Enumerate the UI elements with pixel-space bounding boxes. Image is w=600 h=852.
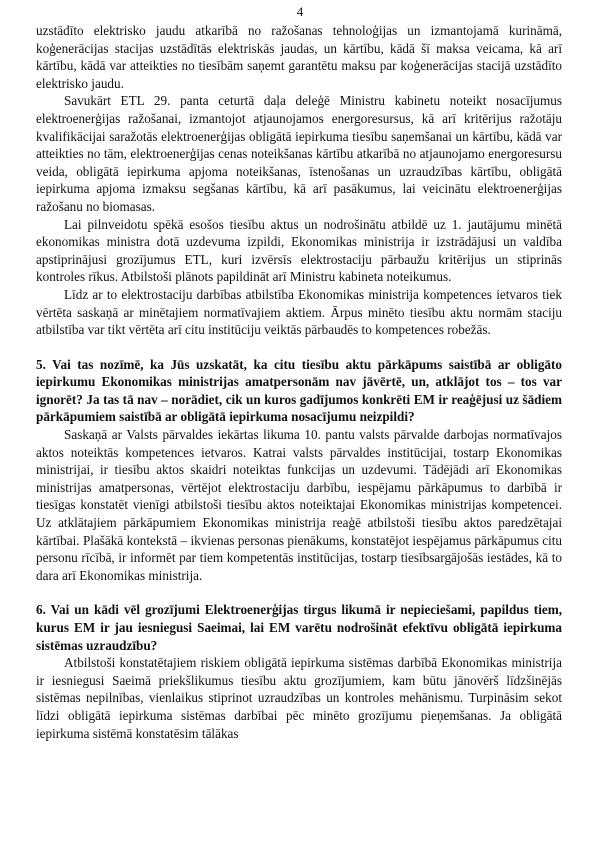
spacer — [36, 339, 562, 356]
paragraph-amendments: Lai pilnveidotu spēkā esošos tiesību aktus un nodrošinātu atbildē uz 1. jautājumu minētā ekonomikas ministra dotā uzdevuma izpildi, Ekonomikas ministrija ir izstrādājusi un valdība apstiprinājusi grozījumus ETL, kuri izvērsīs elektrostaciju pārbaužu kritērijus un stiprinās kontroles rīkus. Atbilstoši plānots papildināt arī Ministru kabineta noteikumus. — [36, 216, 562, 285]
answer-5: Saskaņā ar Valsts pārvaldes iekārtas likuma 10. pantu valsts pārvalde darbojas normatīvajos aktos noteiktās kompetences ietvaros. Katrai valsts pārvaldes institūcijai, tostarp Ekonomikas ministrijai, ir tiesību aktos skaidri noteiktas funkcijas un uzdevumi. Tādējādi arī Ekonomikas ministrijas amatpersonas, vērtējot elektrostaciju darbību, iespējamu pārkāpumus to darbībā ir tiesīgas konstatēt vienīgi atbilstoši tiesību aktos noteiktajai Ekonomikas ministrijas kompetencei. Uz atklātajiem pārkāpumiem Ekonomikas ministrija reaģē atbilstoši tiesību aktos paredzētajai kārtībai. Plašākā kontekstā – ikvienas personas pienākums, konstatējot iespējamus pārkāpumus citu personu rīcībā, ir informēt par tiem kompetentās institūcijas, tostarp tiesībsargājošās iestādes, kā to dara arī Ekonomikas ministrija. — [36, 427, 562, 583]
answer-6: Atbilstoši konstatētajiem riskiem obligātā iepirkuma sistēmas darbībā Ekonomikas ministrija ir iesniegusi Saeimā priekšlikumus tiesību aktu grozījumiem, kam būtu jānovērš līdzšinējās sistēmas nepilnības, vienlaikus stiprinot uzraudzības un kontroles mehānismu. Turpināsim sekot līdzi obligātā iepirkuma sistēmas darbībai pēc minēto grozījumu pieņemšanas. Ja obligātā iepirkuma sistēmā konstatēsim tālākas — [36, 655, 562, 741]
document-body — [36, 22, 562, 742]
paragraph-continuation: uzstādīto elektrisko jaudu atkarībā no ražošanas tehnoloģijas un izmantojamā kurināmā, koģenerācijas stacijas uzstādītās elektriskās jaudas, un kārtību, kādā šī maksa veicama, kā arī kārtību, kādā var atteikties no tiesībām saņemt garantētu maksu par koģenerācijas stacijā uzstādīto elektrisko jaudu. — [36, 23, 562, 91]
spacer — [36, 584, 562, 601]
question-5: 5. Vai tas nozīmē, ka Jūs uzskatāt, ka citu tiesību aktu pārkāpums saistībā ar obligāto iepirkumu Ekonomikas ministrijas amatpersonām nav jāvērtē, un, atklājot tos – tos var ignorēt? Ja tas tā nav – norādiet, cik un kuros gadījumos konkrēti EM ir reaģējusi uz šādiem pārkāpumiem saistībā ar obligātā iepirkuma nosacījumu neizpildi? — [36, 356, 562, 425]
page-number: 4 — [296, 4, 304, 19]
paragraph-compliance: Līdz ar to elektrostaciju darbības atbilstība Ekonomikas ministrija kompetences ietvaros tiek vērtēta saskaņā ar minētajiem normatīvajiem aktiem. Ārpus minēto tiesību aktu normām staciju atbilstība var tikt vērtēta arī citu institūciju veiktās pārbaudēs to kompetences robežās. — [36, 286, 562, 338]
question-6: 6. Vai un kādi vēl grozījumi Elektroenerģijas tirgus likumā ir nepieciešami, papildus tiem, kurus EM ir jau iesniegusi Saeimai, lai EM varētu nodrošināt efektīvu obligātā iepirkuma sistēmas uzraudzību? — [36, 602, 562, 653]
paragraph-etl-29: Savukārt ETL 29. panta ceturtā daļa deleģē Ministru kabinetu noteikt nosacījumus elektroenerģijas ražošanai, izmantojot atjaunojamos energoresursus, kā arī kritērijus ražotāju kvalifikācijai saražotās elektroenerģijas obligātā iepirkuma tiesību saņemšanai un kārtību, kādā var atteikties no tām, elektroenerģijas cenas noteikšanas kārtību atkarībā no atjaunojamo energoresursu veida, obligātā iepirkuma apjoma noteikšanas, īstenošanas un uzraudzības kārtību, obligātā iepirkuma apjoma izmaksu segšanas kārtību, kā arī pasākumus, lai veicinātu elektroenerģijas ražošanu no biomasas. — [36, 93, 562, 214]
